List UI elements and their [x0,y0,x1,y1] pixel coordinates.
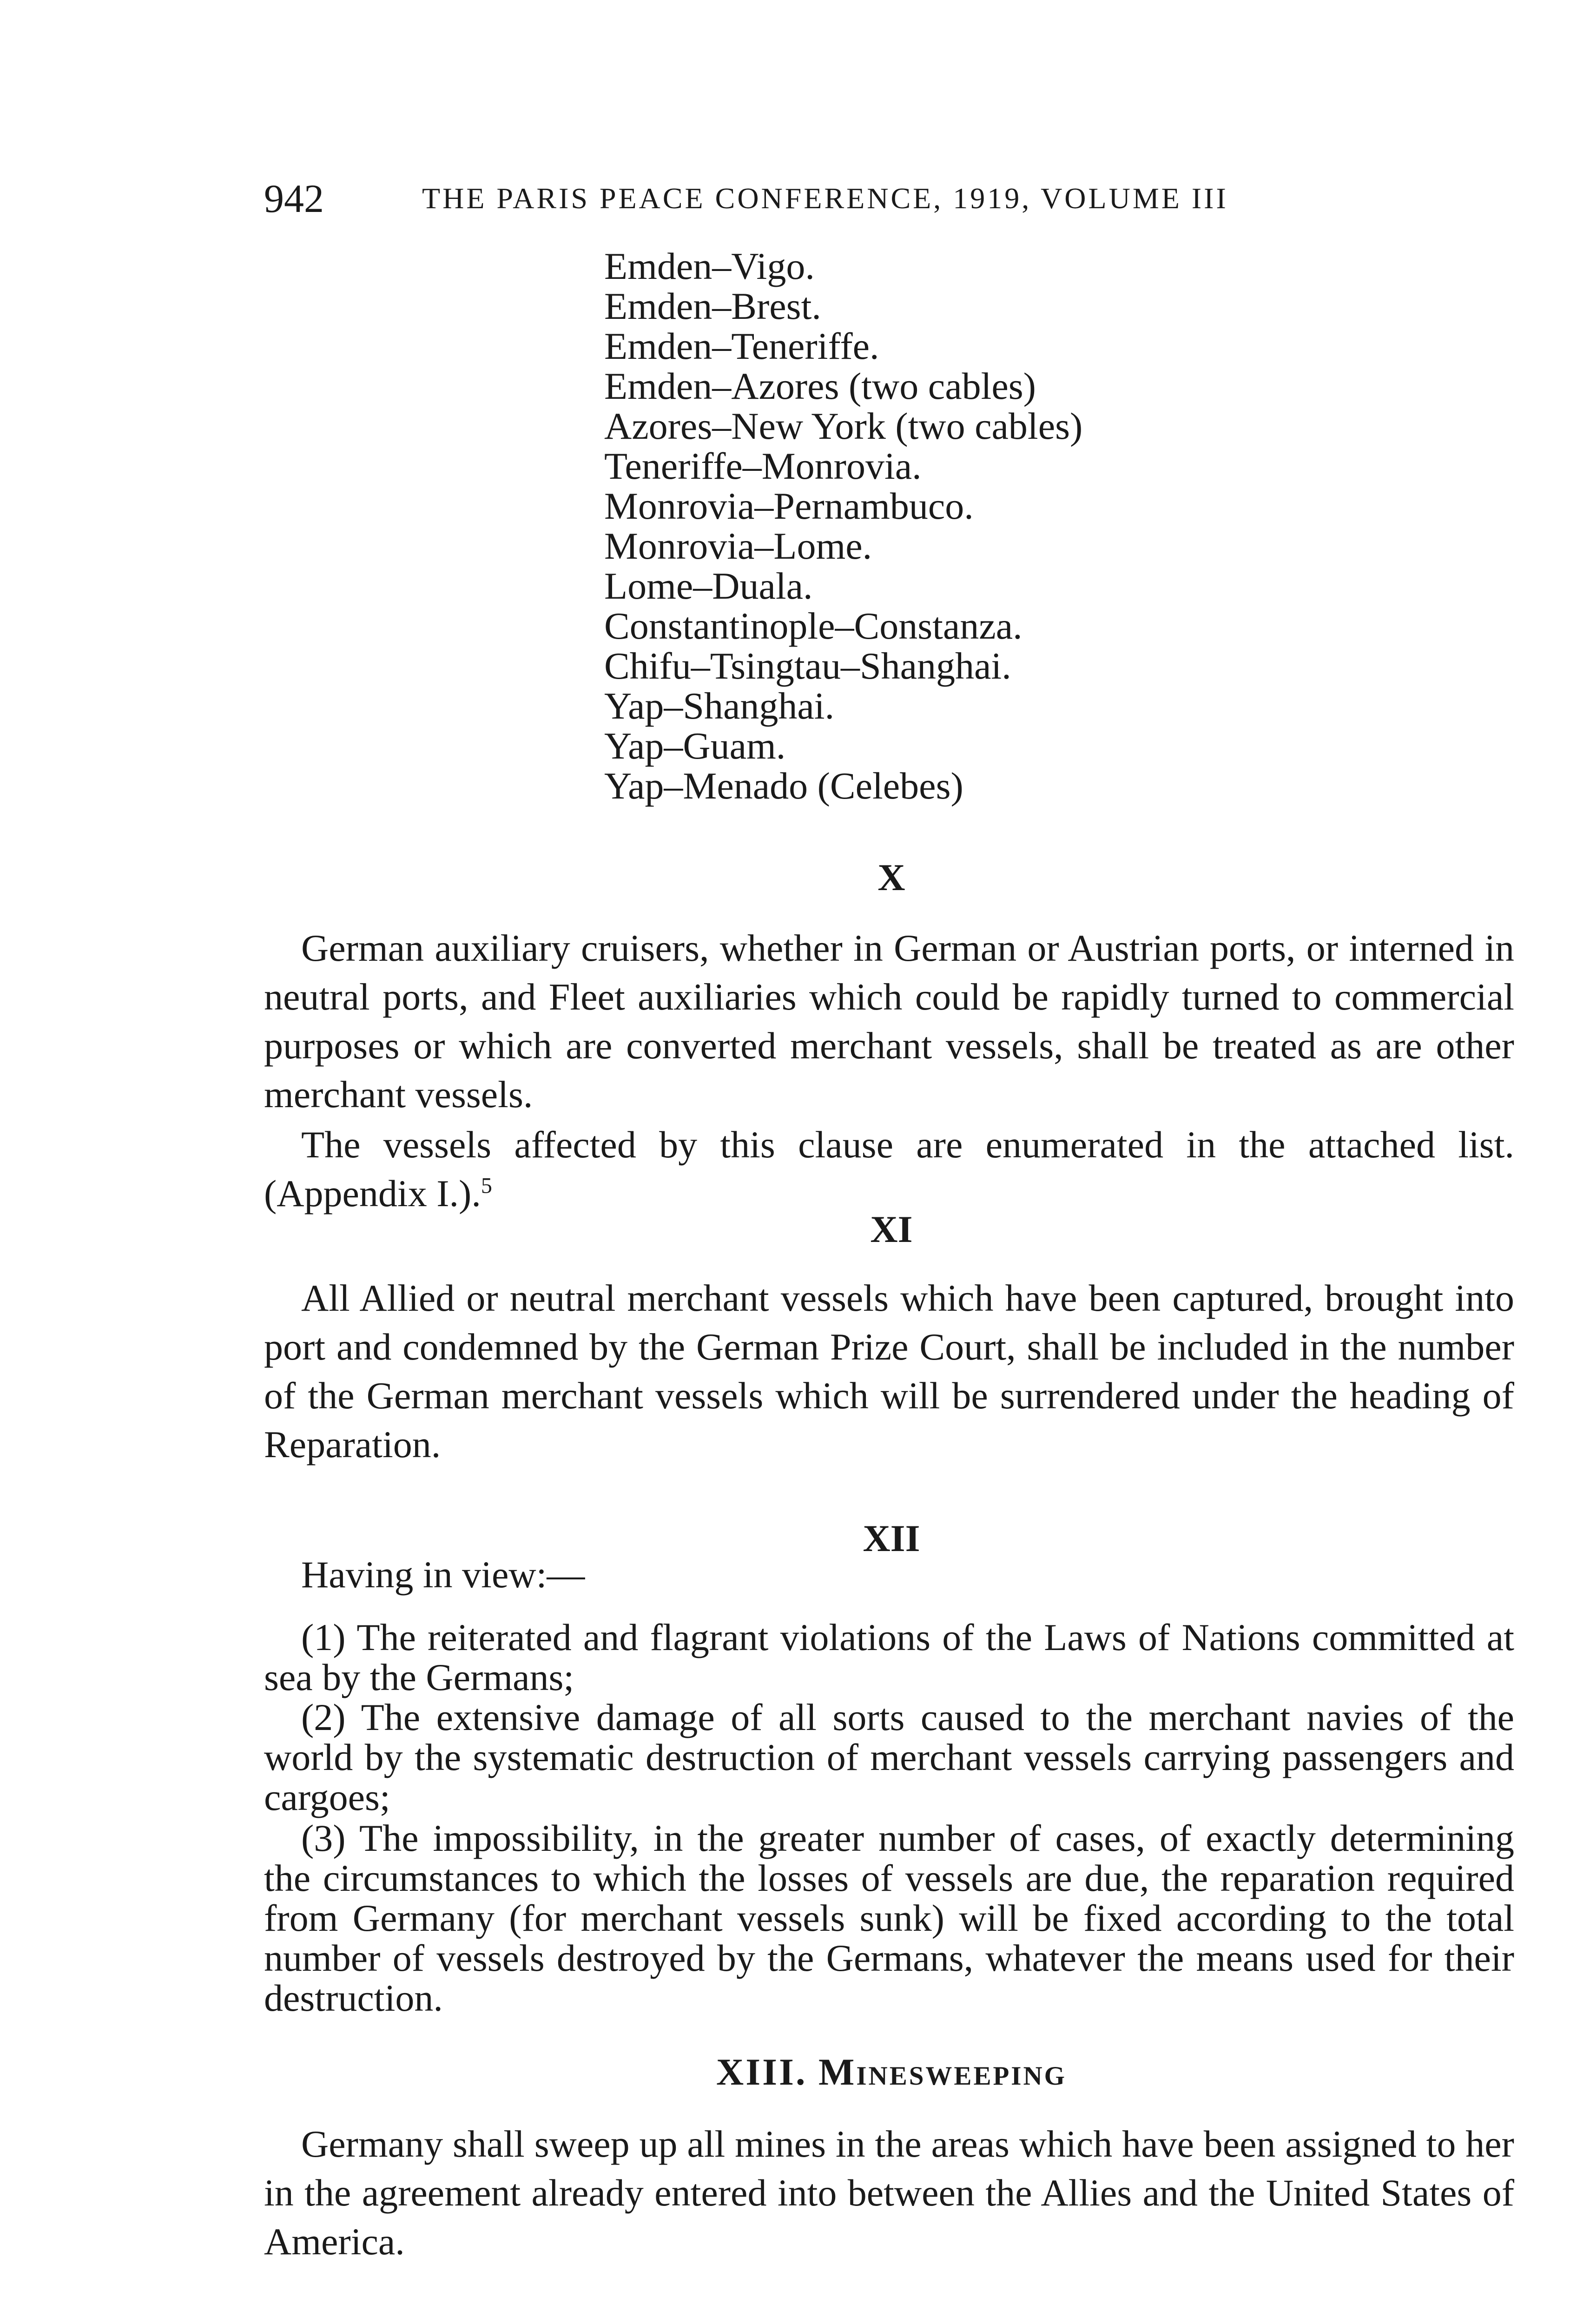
cable-list [604,246,1441,806]
list-item: Yap–Shanghai. [604,685,835,727]
list-item: Emden–Brest. [604,285,821,327]
running-title: THE PARIS PEACE CONFERENCE, 1919, VOLUME III [422,182,1228,215]
list-item: Emden–Teneriffe. [604,325,879,367]
section-xii-item-3: (3) The impossibility, in the greater number of cases, of exactly determining the circumstances to which the losses of vessels are due, the reparation required from Germany (for merchant vessels sunk) will be fixed according to the total number of vessels destroyed by the Germans, whatever the means used for their destruction. [264,1817,1514,2019]
list-item: Yap–Menado (Celebes) [604,765,963,807]
list-item: Monrovia–Pernambuco. [604,485,974,527]
list-item: Teneriffe–Monrovia. [604,445,922,487]
section-xii-intro: Having in view:— [301,1553,585,1596]
section-xiii-heading: XIII. Minesweeping [716,2051,1067,2093]
list-item: Yap–Guam. [604,725,786,767]
list-item: Monrovia–Lome. [604,525,872,567]
list-item: Azores–New York (two cables) [604,405,1083,447]
list-item: Emden–Vigo. [604,245,815,287]
footnote-ref: 5 [481,1173,492,1198]
section-xii-item-1: (1) The reiterated and flagrant violations of the Laws of Nations committed at sea by the Germans; [264,1616,1514,1698]
section-x-paragraph-2 [264,1120,1514,1218]
page-number: 942 [264,176,324,221]
list-item: Chifu–Tsingtau–Shanghai. [604,645,1011,687]
section-xi-heading: XI [870,1208,913,1250]
section-xiii-paragraph: Germany shall sweep up all mines in the areas which have been assigned to her in the agreement already entered into between the Allies and the United States of America. [264,2123,1514,2263]
section-x-heading: X [877,856,905,898]
running-head [264,173,1366,224]
list-item: Lome–Duala. [604,565,813,607]
section-xi-paragraph: All Allied or neutral merchant vessels which have been captured, brought into port and condemned by the German Prize Court, shall be included in the number of the German merchant vessels which will be surrendered under the heading of Reparation. [264,1277,1514,1466]
section-x-paragraph: German auxiliary cruisers, whether in German or Austrian ports, or interned in neutral ports, and Fleet auxiliaries which could be rapidly turned to commercial purposes or which are converted merchant vessels, shall be treated as are other merchant vessels. [264,927,1514,1116]
section-xii-heading: XII [863,1517,920,1559]
section-x-paragraph-2-text: The vessels affected by this clause are enumerated in the attached list. (Appendix I.). [264,1123,1514,1215]
list-item: Constantinople–Constanza. [604,605,1022,647]
list-item: Emden–Azores (two cables) [604,365,1036,407]
section-xii-item-2: (2) The extensive damage of all sorts caused to the merchant navies of the world by the systematic destruction of merchant vessels carrying passengers and cargoes; [264,1696,1514,1818]
